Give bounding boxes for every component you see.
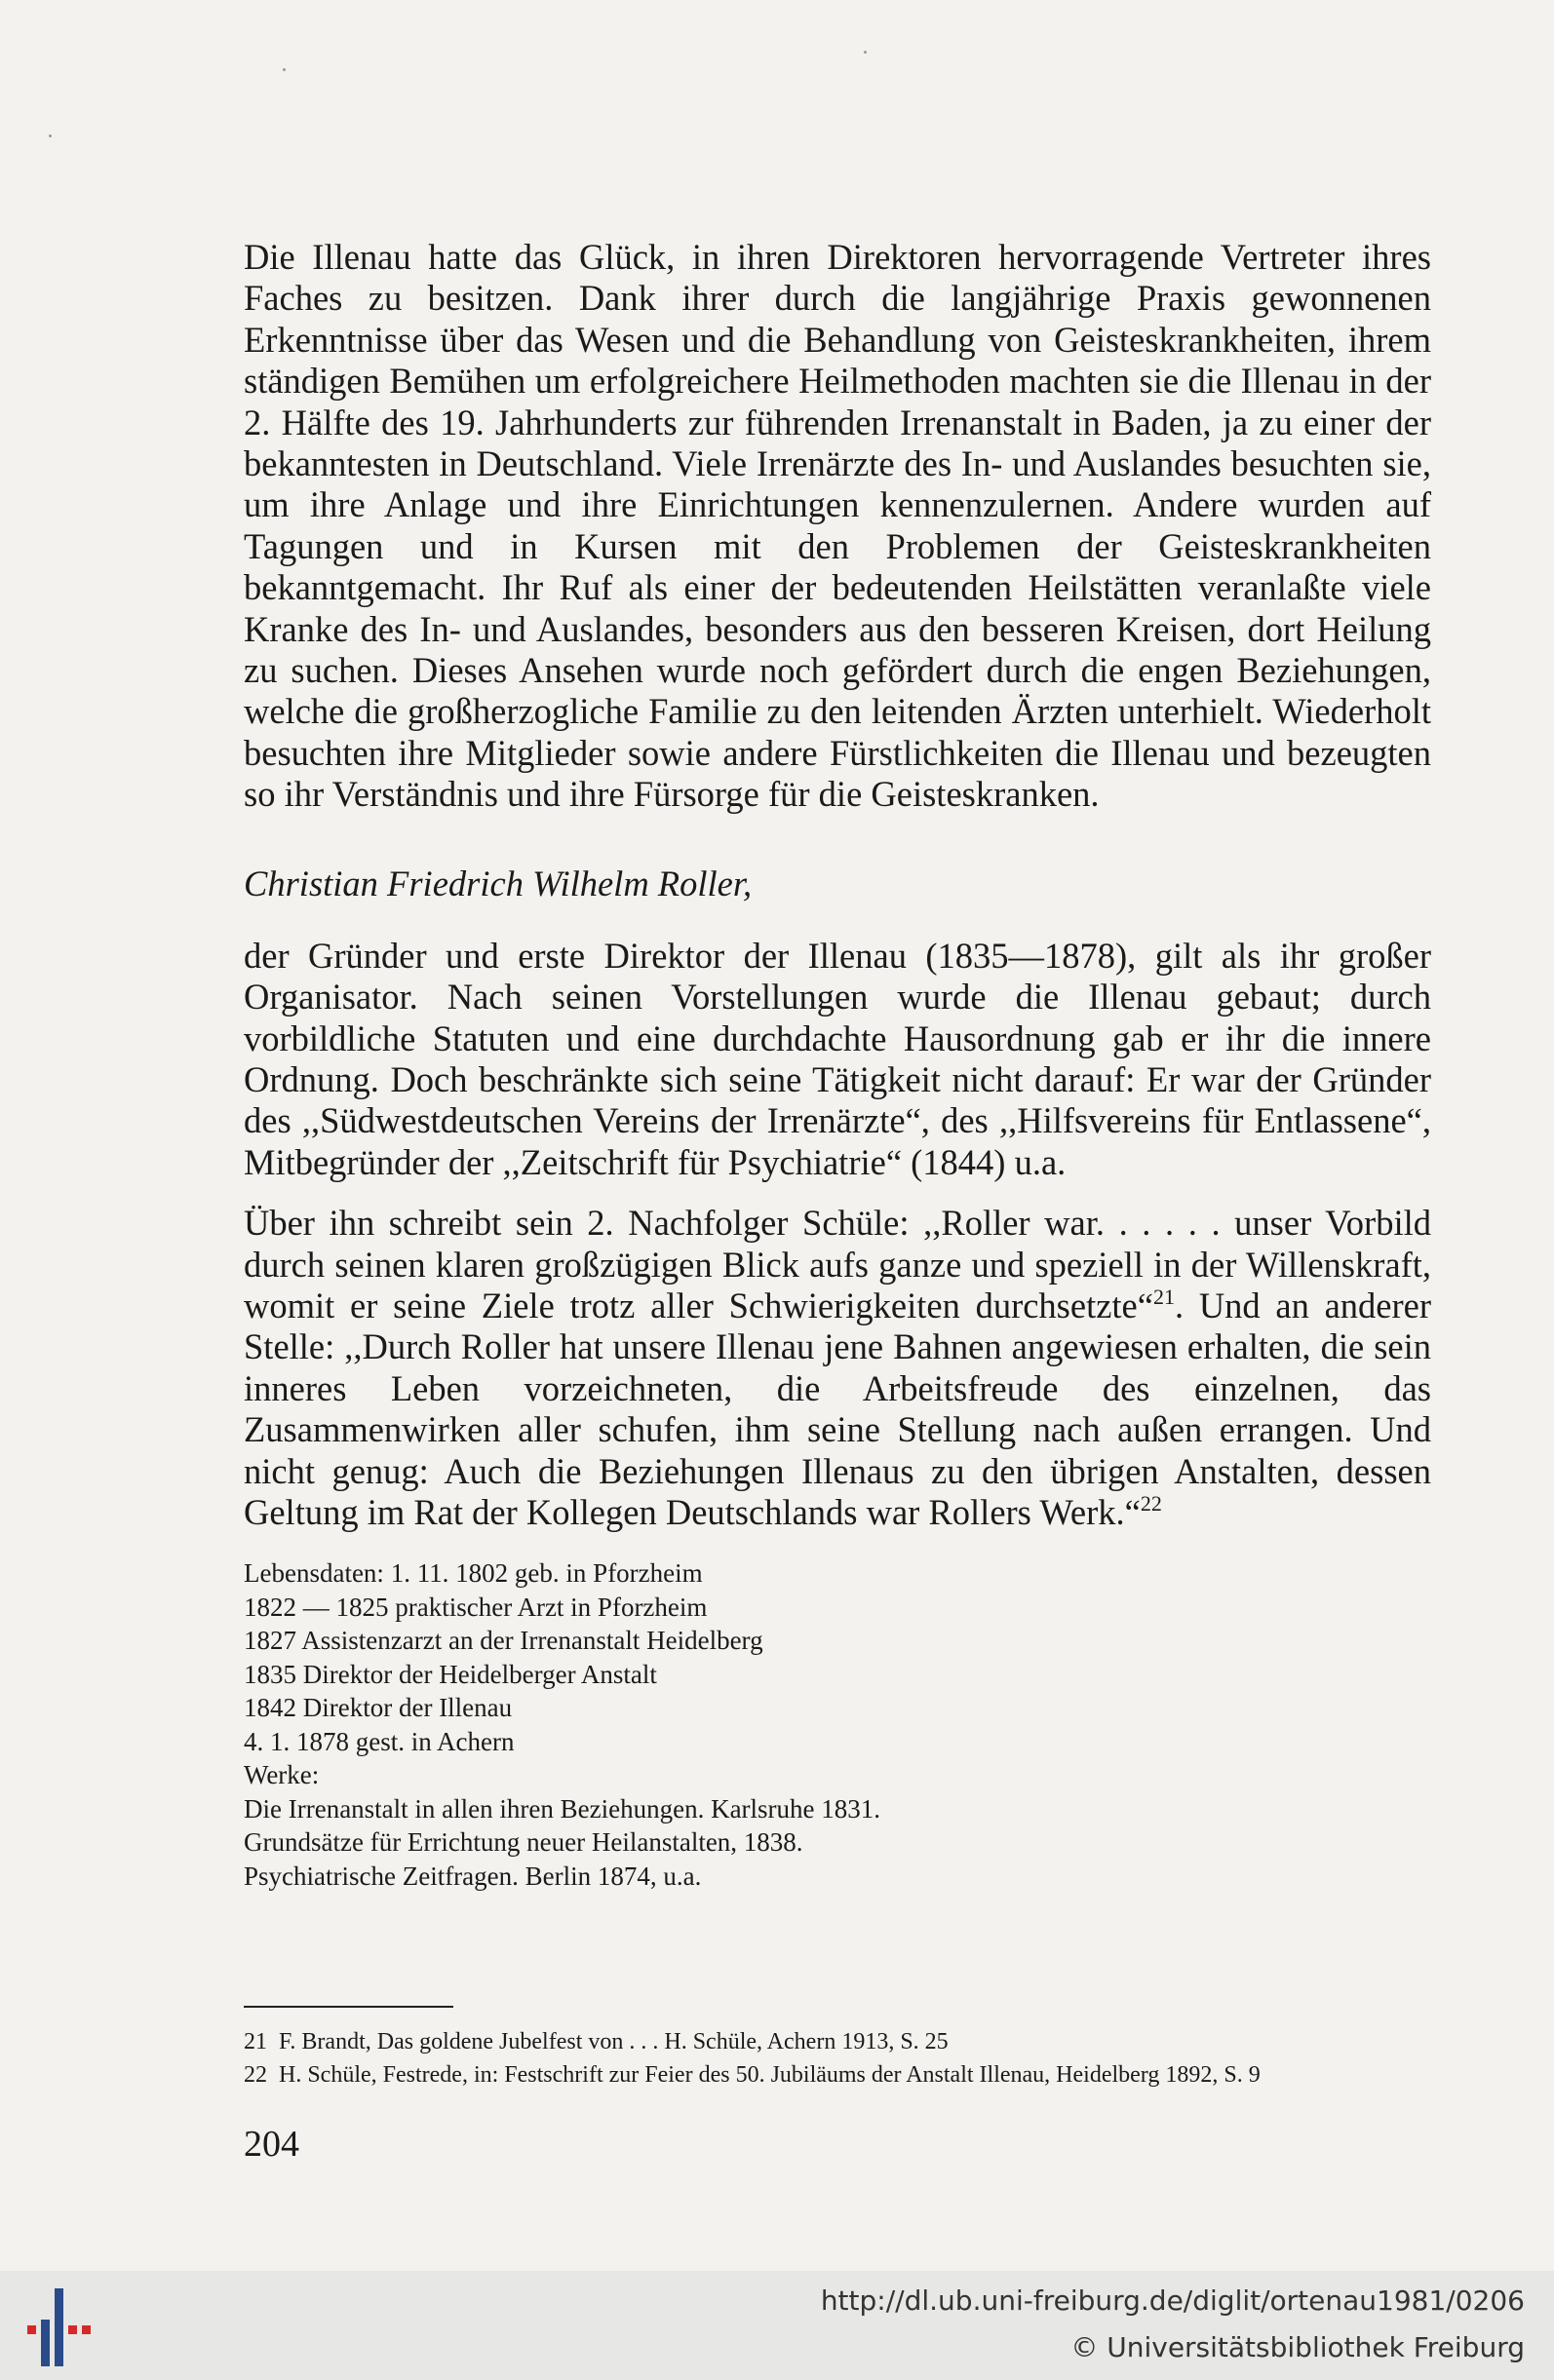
biography-line: 1827 Assistenzarzt an der Irrenanstalt Heidelberg bbox=[244, 1626, 763, 1656]
footer-bar bbox=[0, 2271, 1554, 2380]
logo-bar bbox=[55, 2288, 63, 2366]
roller-paragraph: der Gründer und erste Direktor der Illenau (1835—1878), gilt als ihr großer Organisator. Nach seinen Vorstellungen wurde die Illenau gebaut; durch vorbildliche Statuten und eine durchdachte Hausordnung gab er ihr die innere Ordnung. Doch beschränkte sich seine Tätigkeit nicht darauf: Er war der Gründer des ,,Südwestdeutschen Vereins der Irrenärzte“, des ,,Hilfsvereins für Entlassene“, Mitbegründer der ,,Zeitschrift für Psychiatrie“ (1844) u.a. bbox=[244, 935, 1431, 1182]
quote-text-part1: Über ihn schreibt sein 2. Nachfolger Schüle: ,,Roller war. . . . . . unser Vorbild durch seinen klaren großzügigen Blick aufs ganze und speziell in der Willenskraft, womit er seine Ziele trotz aller Schwierigkeiten durchsetzte“ bbox=[244, 1203, 1431, 1325]
logo-bar bbox=[82, 2325, 91, 2334]
biography-line: 1835 Direktor der Heidelberger Anstalt bbox=[244, 1659, 657, 1689]
footnote-text: F. Brandt, Das goldene Jubelfest von . . . H. Schüle, Achern 1913, S. 25 bbox=[279, 2029, 949, 2054]
page-body bbox=[244, 237, 1431, 1893]
biography-line: 4. 1. 1878 gest. in Achern bbox=[244, 1726, 515, 1756]
biography-line: Lebensdaten: 1. 11. 1802 geb. in Pforzheim bbox=[244, 1558, 703, 1589]
biography-line: 1842 Direktor der Illenau bbox=[244, 1693, 513, 1723]
biography-line: Die Irrenanstalt in allen ihren Beziehungen. Karlsruhe 1831. bbox=[244, 1793, 881, 1823]
footer-copyright: © Universitätsbibliothek Freiburg bbox=[1070, 2331, 1525, 2363]
footnote-ref-22[interactable]: 22 bbox=[1140, 1490, 1162, 1516]
scan-speck bbox=[283, 68, 286, 71]
footnote-text: H. Schüle, Festrede, in: Festschrift zur Feier des 50. Jubiläums der Anstalt Illenau, Heidelberg 1892, S. 9 bbox=[279, 2062, 1261, 2088]
logo-bar bbox=[41, 2320, 50, 2366]
biography-line: 1822 — 1825 praktischer Arzt in Pforzheim bbox=[244, 1592, 708, 1622]
footnote-number: 21 bbox=[244, 2029, 267, 2054]
logo-bar bbox=[68, 2325, 77, 2334]
scan-speck bbox=[49, 134, 52, 137]
biography-line: Psychiatrische Zeitfragen. Berlin 1874, u.a. bbox=[244, 1861, 702, 1891]
footnote-ref-21[interactable]: 21 bbox=[1152, 1284, 1175, 1309]
page-number: 204 bbox=[244, 2124, 299, 2165]
footnote-divider bbox=[244, 2006, 453, 2008]
biography-list bbox=[244, 1556, 1431, 1893]
section-heading: Christian Friedrich Wilhelm Roller, bbox=[244, 863, 753, 903]
quote-text-part2: . Und an anderer Stelle: ,,Durch Roller hat unsere Illenau jene Bahnen angewiesen erhalten, die sein inneres Leben vorzeichneten, die Arbeitsfreude des einzelnen, das Zusammenwirken aller schufen, ihm seine Stellung nach außen errangen. Und nicht genug: Auch die Beziehungen Illenaus zu den übrigen Anstalten, dessen Geltung im Rat der Kollegen Deutschlands war Rollers Werk.“ bbox=[244, 1285, 1431, 1532]
biography-line: Grundsätze für Errichtung neuer Heilanstalten, 1838. bbox=[244, 1827, 803, 1858]
biography-line: Werke: bbox=[244, 1760, 320, 1790]
footnote-number: 22 bbox=[244, 2062, 267, 2088]
footnote-22 bbox=[244, 2058, 1443, 2092]
footnote-21 bbox=[244, 2025, 1443, 2058]
footer-url-link[interactable]: http://dl.ub.uni-freiburg.de/diglit/ortenau1981/0206 bbox=[820, 2284, 1525, 2317]
logo-bar bbox=[27, 2325, 36, 2334]
footnotes bbox=[244, 2025, 1443, 2092]
ub-freiburg-logo-icon[interactable] bbox=[21, 2281, 99, 2374]
scan-speck bbox=[864, 51, 867, 54]
quote-paragraph bbox=[244, 1203, 1431, 1533]
intro-paragraph: Die Illenau hatte das Glück, in ihren Direktoren hervorragende Vertreter ihres Faches zu besitzen. Dank ihrer durch die langjährige Praxis gewonnenen Erkenntnisse über das Wesen und die Behandlung von Geisteskrankheiten, ihrem ständigen Bemühen um erfolgreichere Heilmethoden machten sie die Illenau in der 2. Hälfte des 19. Jahrhunderts zur führenden Irrenanstalt in Baden, ja zu einer der bekanntesten in Deutschland. Viele Irrenärzte des In- und Auslandes besuchten sie, um ihre Anlage und ihre Einrichtungen kennenzulernen. Andere wurden auf Tagungen und in Kursen mit den Problemen der Geisteskrankheiten bekanntgemacht. Ihr Ruf als einer der bedeutenden Heilstätten veranlaßte viele Kranke des In- und Auslandes, besonders aus den besseren Kreisen, dort Heilung zu suchen. Dieses Ansehen wurde noch gefördert durch die engen Beziehungen, welche die großherzogliche Familie zu den leitenden Ärzten unterhielt. Wiederholt besuchten ihre Mitglieder sowie andere Fürstlichkeiten die Illenau und bezeugten so ihr Verständnis und ihre Fürsorge für die Geisteskranken. bbox=[244, 237, 1431, 815]
